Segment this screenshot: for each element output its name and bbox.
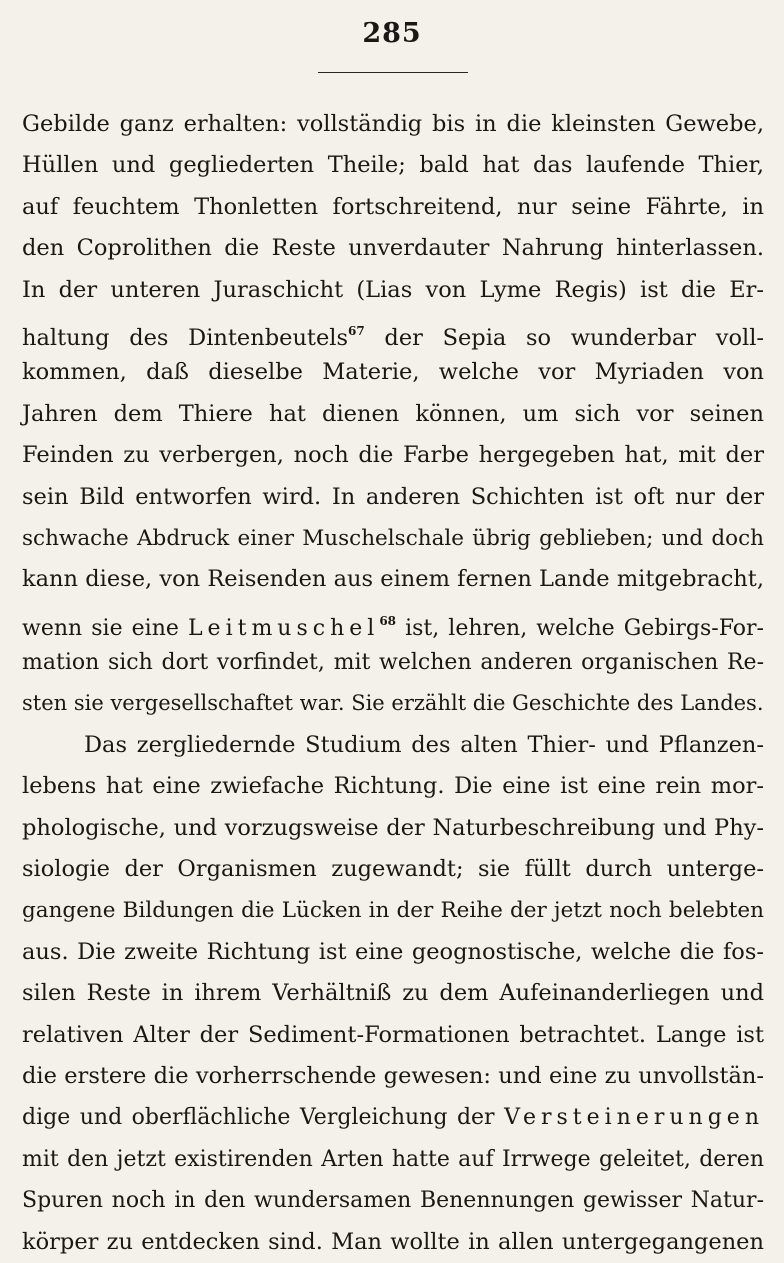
line-text: den Coprolithen die Reste unverdauter Nahrung hinterlassen.: [22, 235, 764, 262]
footnote-ref[interactable]: 67: [348, 323, 365, 338]
spaced-emphasis: Versteinerungen: [504, 1105, 764, 1131]
line-text: In der unteren Juraschicht (Lias von Lyme Regis) ist die Er-: [22, 276, 764, 303]
text-line: [22, 725, 764, 766]
text-line: [22, 683, 764, 724]
line-text: die erstere die vorherrschende gewesen: und eine zu unvollstän-: [22, 1062, 764, 1089]
line-text: schwache Abdruck einer Muschelschale übrig geblieben; und doch: [22, 525, 764, 551]
text-line: [22, 1015, 764, 1056]
text-line: [22, 435, 764, 476]
line-text: dige und oberflächliche Vergleichung der: [22, 1105, 505, 1131]
line-text: relativen Alter der Sediment-Formationen betrachtet. Lange ist: [22, 1021, 764, 1048]
header-rule: [318, 72, 468, 73]
text-line: [22, 187, 764, 228]
line-text: auf feuchtem Thonletten fortschreitend, nur seine Fährte, in: [22, 193, 764, 220]
line-text: silen Reste in ihrem Verhältniß zu dem Aufeinanderliegen und: [22, 980, 764, 1007]
text-line: [22, 932, 764, 973]
text-line: [22, 1139, 764, 1180]
text-line: [22, 104, 764, 145]
text-line: [22, 1097, 764, 1138]
spaced-emphasis: Leitmuschel: [187, 615, 380, 641]
text-line: [22, 1056, 764, 1097]
text-line: [22, 808, 764, 849]
text-line: [22, 559, 764, 600]
text-line: [22, 145, 764, 186]
line-text: lebens hat eine zwiefache Richtung. Die eine ist eine rein mor-: [22, 773, 764, 800]
line-text: wenn sie eine: [22, 615, 188, 641]
text-line: [22, 1222, 764, 1263]
text-line: [22, 601, 764, 642]
text-line: [22, 477, 764, 518]
line-text: sein Bild entworfen wird. In anderen Schichten ist oft nur der: [22, 483, 764, 510]
footnote-ref[interactable]: 68: [379, 613, 397, 628]
text-line: [22, 890, 764, 931]
line-text: Gebilde ganz erhalten: vollständig bis in die kleinsten Gewebe,: [22, 111, 764, 137]
page-number: 285: [362, 18, 422, 49]
line-text: phologische, und vorzugsweise der Naturbeschreibung und Phy-: [22, 814, 764, 841]
line-text: mation sich dort vorfindet, mit welchen anderen organischen Re-: [22, 650, 764, 676]
text-line: [22, 352, 764, 393]
line-text: siologie der Organismen zugewandt; sie füllt durch unterge-: [22, 856, 764, 883]
text-line: [22, 394, 764, 435]
line-text: kann diese, von Reisenden aus einem fernen Lande mitgebracht,: [22, 566, 764, 593]
text-line: [22, 642, 764, 683]
line-text: körper zu entdecken sind. Man wollte in allen untergegangenen: [22, 1228, 764, 1255]
line-text-after: ist, lehren, welche Gebirgs-For-: [396, 615, 764, 641]
line-text: Hüllen und gegliederten Theile; bald hat das laufende Thier,: [22, 152, 764, 179]
line-text-after: der Sepia so wunderbar voll-: [364, 324, 764, 351]
text-line: [22, 1180, 764, 1221]
line-text: Jahren dem Thiere hat dienen können, um sich vor seinen: [22, 400, 764, 427]
line-text: haltung des Dintenbeutels: [22, 324, 349, 351]
text-line: [22, 518, 764, 559]
line-text: sten sie vergesellschaftet war. Sie erzählt die Geschichte des Landes.: [22, 691, 764, 716]
line-text: Spuren noch in den wundersamen Benennungen gewisser Natur-: [22, 1188, 764, 1214]
line-text: aus. Die zweite Richtung ist eine geognostische, welche die fos-: [22, 938, 764, 965]
line-text: Das zergliedernde Studium des alten Thier- und Pflanzen-: [84, 731, 764, 758]
text-line: [22, 270, 764, 311]
text-line: [22, 228, 764, 269]
text-line: [22, 973, 764, 1014]
text-line: [22, 849, 764, 890]
line-text: kommen, daß dieselbe Materie, welche vor Myriaden von: [22, 359, 764, 386]
line-text: mit den jetzt existirenden Arten hatte auf Irrwege geleitet, deren: [22, 1146, 764, 1172]
body-text: [22, 104, 764, 1263]
text-line: [22, 311, 764, 352]
text-line: [22, 766, 764, 807]
line-text: Feinden zu verbergen, noch die Farbe hergegeben hat, mit der: [22, 442, 764, 469]
line-text: gangene Bildungen die Lücken in der Reihe der jetzt noch belebten: [22, 898, 764, 924]
